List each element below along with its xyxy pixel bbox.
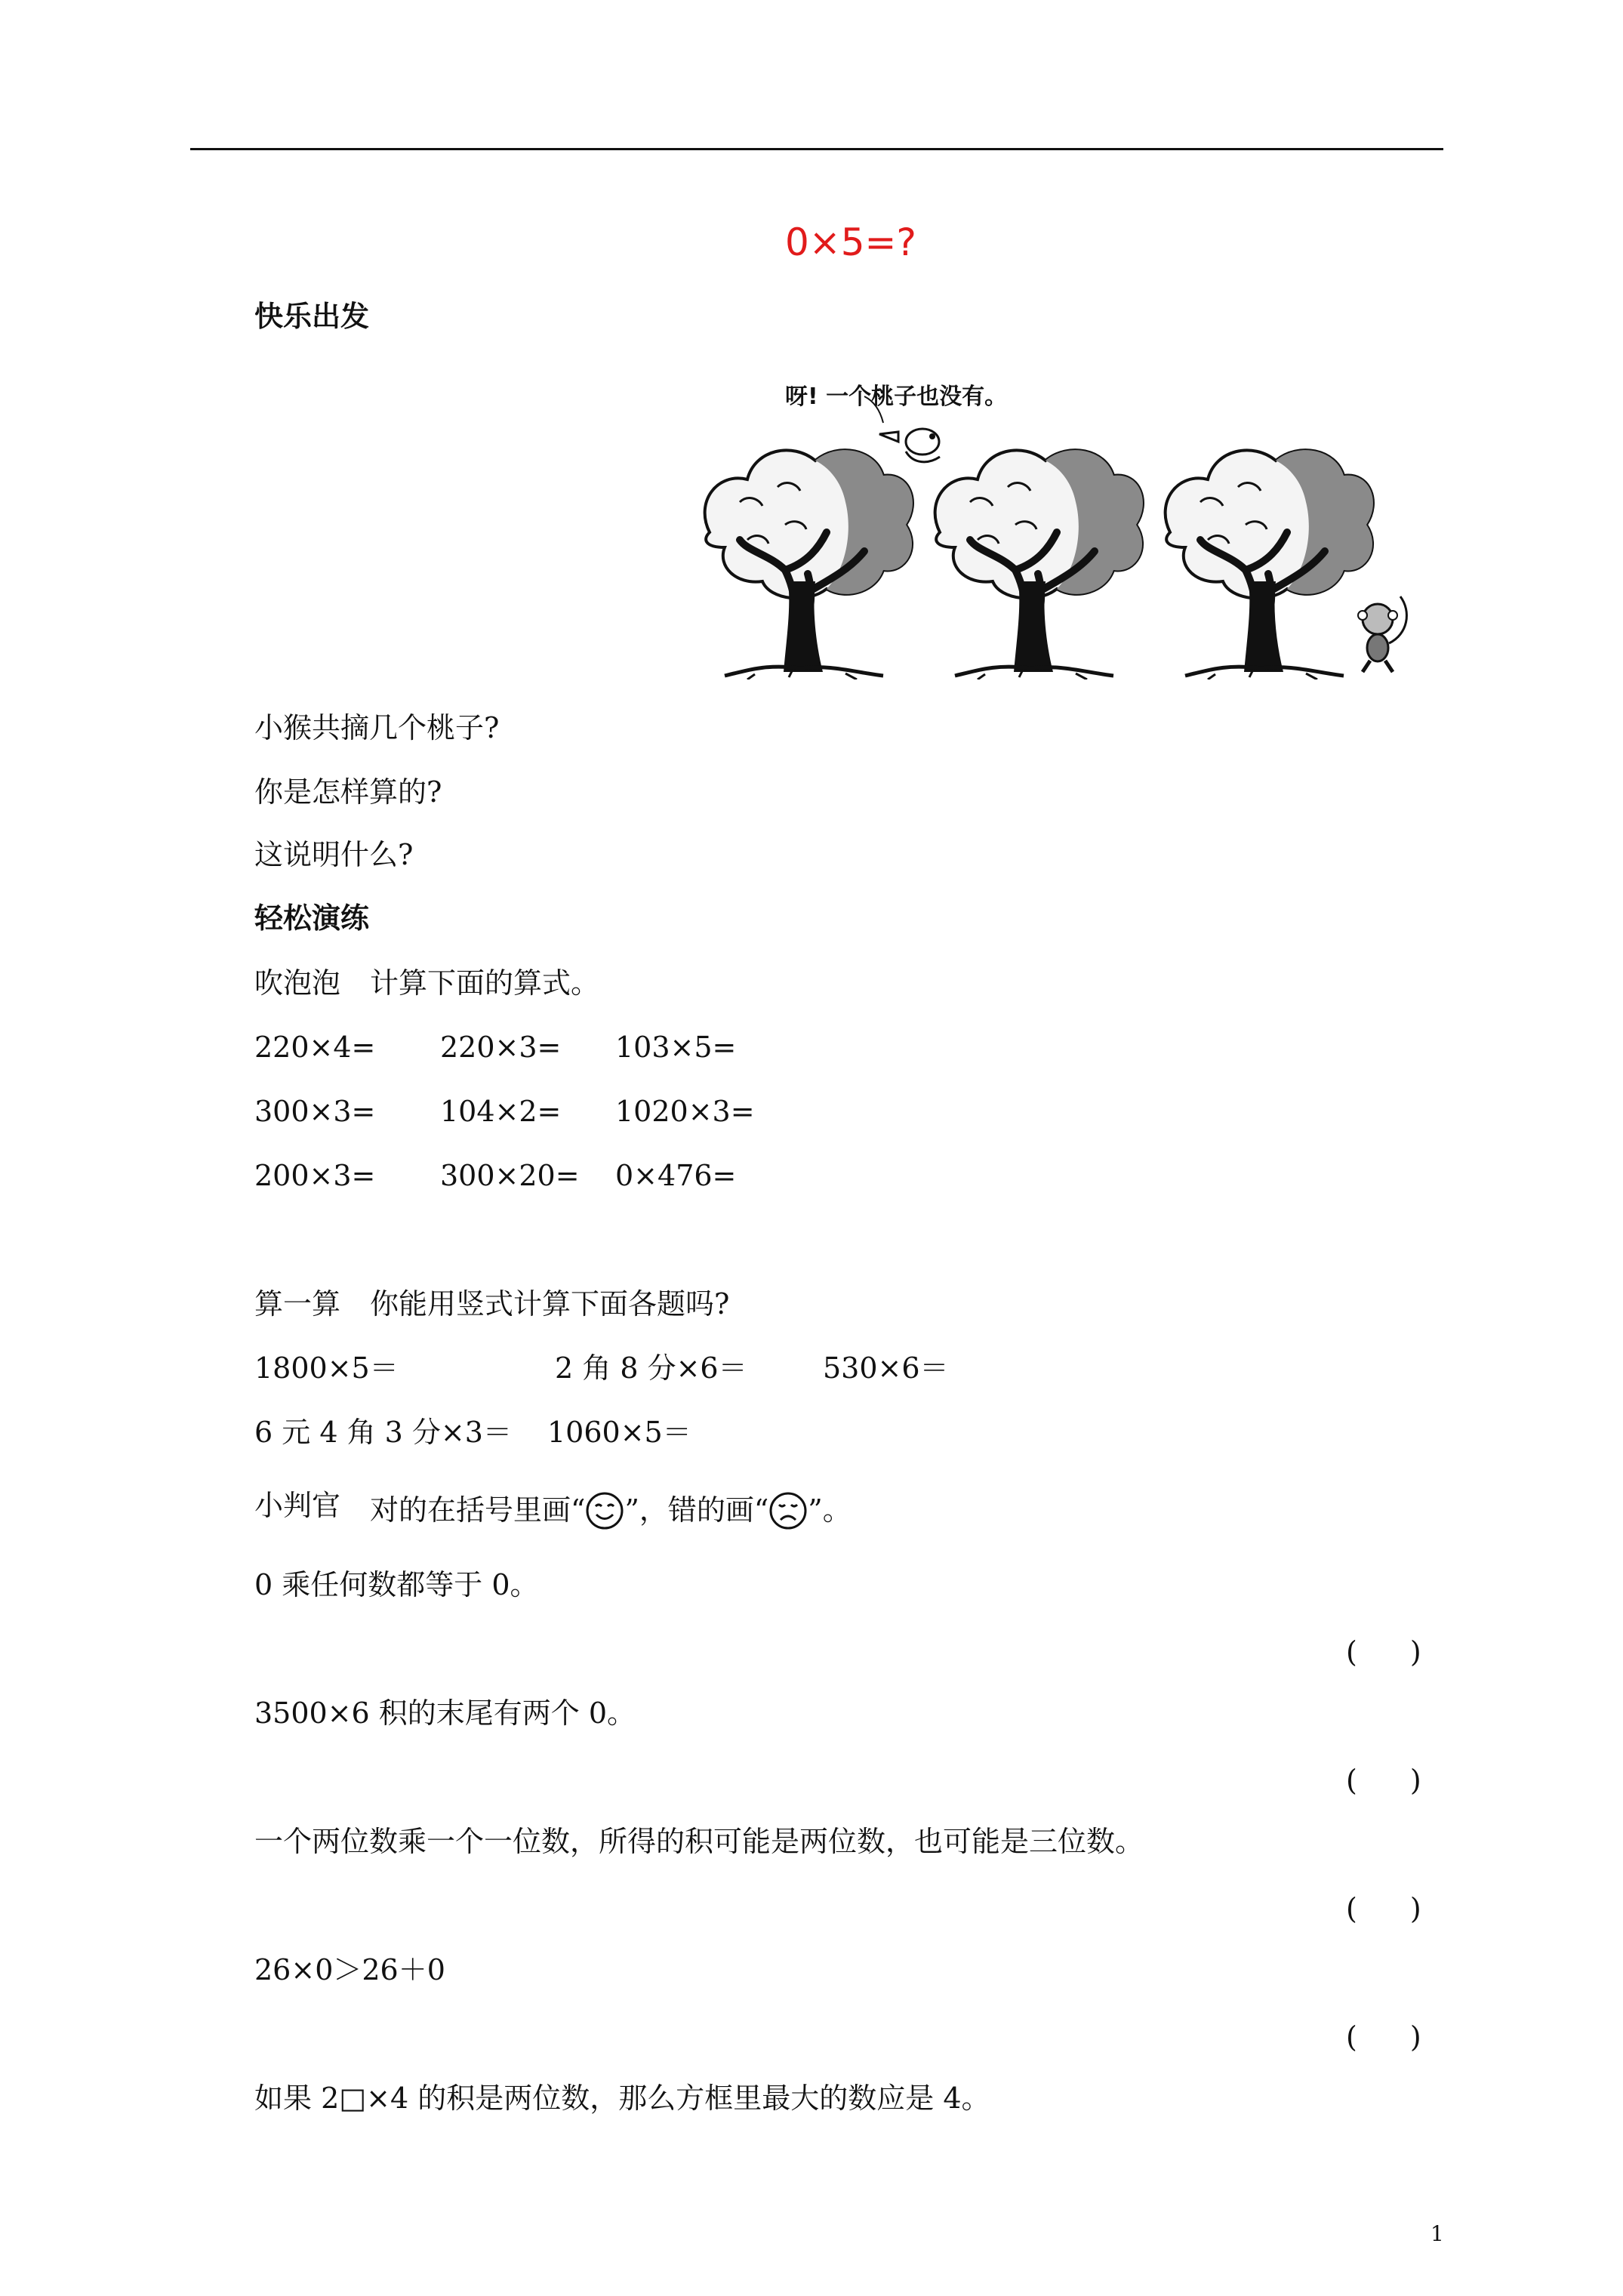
header-rule xyxy=(190,148,1443,150)
bubbles-r1c2: 220×3= xyxy=(440,1031,562,1064)
bubbles-instruction: 计算下面的算式。 xyxy=(370,966,600,1000)
sad-face-icon xyxy=(768,1491,808,1530)
judge-item-1: 0 乘任何数都等于 0。 xyxy=(254,1568,539,1601)
judge-instruction-b: ”，错的画“ xyxy=(624,1493,769,1527)
illustration xyxy=(679,362,1449,680)
bubbles-r3c1: 200×3= xyxy=(254,1159,376,1192)
calc-heading: 算一算 xyxy=(254,1287,341,1321)
bubbles-r1c1: 220×4= xyxy=(254,1031,376,1064)
judge-answer-4[interactable]: ( ) xyxy=(1346,2020,1421,2054)
bubbles-r3c2: 300×20= xyxy=(440,1159,580,1192)
page-title: 0×5=? xyxy=(785,220,916,264)
question-2: 你是怎样算的? xyxy=(254,775,442,809)
judge-item-3: 一个两位数乘一个一位数，所得的积可能是两位数，也可能是三位数。 xyxy=(254,1825,1144,1858)
page-number: 1 xyxy=(1431,2221,1444,2246)
section-happy-start: 快乐出发 xyxy=(254,300,370,333)
judge-answer-1[interactable]: ( ) xyxy=(1346,1635,1421,1669)
bubbles-r3c3: 0×476= xyxy=(615,1159,737,1192)
bubbles-r2c3: 1020×3= xyxy=(615,1095,755,1128)
section-easy-practice: 轻松演练 xyxy=(254,901,370,935)
monkey-illustration xyxy=(1358,596,1406,672)
calc-instruction: 你能用竖式计算下面各题吗? xyxy=(370,1287,730,1321)
judge-item-2: 3500×6 积的末尾有两个 0。 xyxy=(254,1697,636,1730)
calc-r1c3: 530×6＝ xyxy=(823,1351,949,1385)
bubbles-r2c2: 104×2= xyxy=(440,1095,562,1128)
calc-r1c1: 1800×5＝ xyxy=(254,1351,399,1385)
judge-instruction xyxy=(370,1491,852,1530)
judge-answer-2[interactable]: ( ) xyxy=(1346,1764,1421,1797)
calc-r2c2: 1060×5＝ xyxy=(547,1416,691,1449)
judge-answer-3[interactable]: ( ) xyxy=(1346,1892,1421,1925)
question-1: 小猴共摘几个桃子? xyxy=(254,711,500,744)
judge-heading: 小判官 xyxy=(254,1489,341,1522)
bubbles-r2c1: 300×3= xyxy=(254,1095,376,1128)
calc-r1c2: 2 角 8 分×6＝ xyxy=(555,1351,747,1385)
judge-item-4: 26×0＞26＋0 xyxy=(254,1953,445,1986)
judge-instruction-c: ”。 xyxy=(808,1493,852,1527)
question-3: 这说明什么? xyxy=(254,838,414,871)
judge-instruction-a: 对的在括号里画“ xyxy=(370,1493,586,1527)
speech-bubble-text: 呀! 一个桃子也没有。 xyxy=(785,384,1008,410)
calc-r2c1: 6 元 4 角 3 分×3＝ xyxy=(254,1416,512,1449)
judge-item-5: 如果 2□×4 的积是两位数，那么方框里最大的数应是 4。 xyxy=(254,2082,990,2115)
bubbles-heading: 吹泡泡 xyxy=(254,966,341,1000)
bubbles-r1c3: 103×5= xyxy=(615,1031,737,1064)
smiley-face-icon xyxy=(585,1491,624,1530)
